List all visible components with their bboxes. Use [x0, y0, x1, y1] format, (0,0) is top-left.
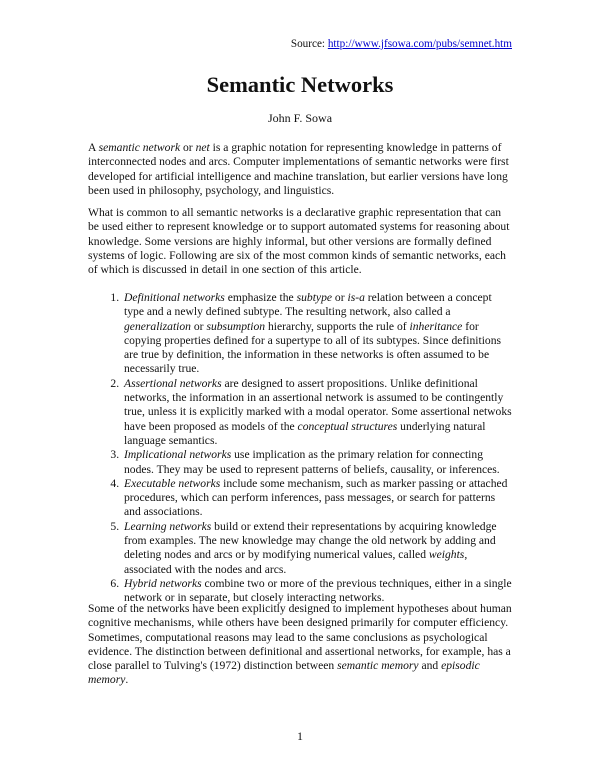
intro-paragraph: A semantic network or net is a graphic notation for representing knowledge in patterns of interconnected nodes and arcs. Computer implementations of semantic networks were first developed for artificial intelligence and machine translation, but earlier versions have long been used in philosophy, psychology, and linguistics. [88, 141, 509, 197]
list-item: 3. Implicational networks use implication as the primary relation for connecting nodes. They may be used to represent patterns of beliefs, causality, or inferences. [122, 448, 514, 477]
list-item: 1. Definitional networks emphasize the subtype or is-a relation between a concept type and a newly defined subtype. The resulting network, also called a generalization or subsumption hierarchy, supports the rule of inheritance for copying properties defined for a supertype to all of its subtypes. Since definitions are true by definition, the information in these networks is often assumed to be necessarily true. [122, 291, 514, 377]
list-item: 6. Hybrid networks combine two or more of the previous techniques, either in a single network or in separate, but closely interacting networks. [122, 577, 514, 606]
closing-paragraph: Some of the networks have been explicitly designed to implement hypotheses about human cognitive mechanisms, while others have been designed primarily for computer efficiency. Sometimes, computational reasons may lead to the same conclusions as psychological evidence. The distinction between definitional and assertional networks, for example, has a close parallel to Tulving's (1972) distinction between semantic memory and episodic memory. [88, 602, 512, 687]
list-item: 2. Assertional networks are designed to assert propositions. Unlike definitional networks, the information in an assertional network is assumed to be contingently true, unless it is explicitly marked with a modal operator. Some assertional netwoks have been proposed as models of the conceptual structures underlying natural language semantics. [122, 377, 514, 448]
list-item: 4. Executable networks include some mechanism, such as marker passing or attached procedures, which can perform inferences, pass messages, or search for patterns and associations. [122, 477, 514, 520]
list-item: 5. Learning networks build or extend their representations by acquiring knowledge from examples. The new knowledge may change the old network by adding and deleting nodes and arcs or by modifying numerical values, called weights, associated with the nodes and arcs. [122, 520, 514, 577]
common-paragraph: What is common to all semantic networks is a declarative graphic representation that can be used either to represent knowledge or to support automated systems for reasoning about knowledge. Some versions are highly informal, but other versions are formally defined systems of logic. Following are six of the most common kinds of semantic networks, each of which is discussed in detail in one section of this article. [88, 206, 510, 277]
author-name: John F. Sowa [267, 111, 333, 125]
network-kinds-list [88, 291, 514, 606]
page-number: 1 [297, 729, 303, 743]
page-title: Semantic Networks [206, 72, 394, 97]
source-label: Source: [290, 38, 326, 50]
source-link[interactable]: http://www.jfsowa.com/pubs/semnet.htm [327, 38, 512, 50]
source-line [291, 37, 512, 51]
